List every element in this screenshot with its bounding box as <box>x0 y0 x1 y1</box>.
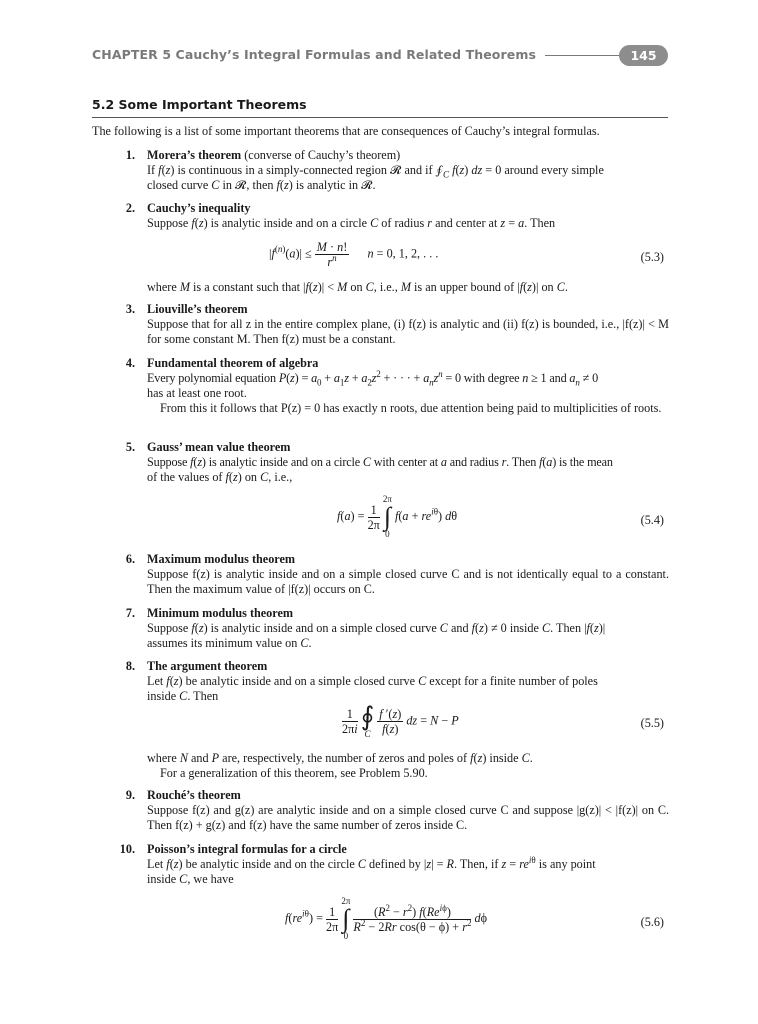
theorem-title: Fundamental theorem of algebra <box>147 356 319 370</box>
theorem-subtitle: (converse of Cauchy’s theorem) <box>244 148 401 162</box>
theorem-text: Suppose f(z) is analytic inside and on a simple closed curve C and f(z) ≠ 0 inside C. Then |f(z)| <box>147 621 606 635</box>
item-number: 2. <box>125 201 135 215</box>
theorem-title: Liouville’s theorem <box>147 302 248 316</box>
theorem-title: Morera’s theorem <box>147 148 242 162</box>
theorem-text: where N and P are, respectively, the number of zeros and poles of f(z) inside C. <box>147 751 533 765</box>
theorem-text: For a generalization of this theorem, see Problem 5.90. <box>160 766 428 780</box>
item-number: 4. <box>125 356 135 370</box>
theorem-text: Suppose f(z) is analytic inside and on a simple closed curve C and is not identically equal to a constant. Then the maximum value of |f(z)| occurs on C. <box>147 567 669 596</box>
theorem-text: of the values of f(z) on C, i.e., <box>147 470 293 484</box>
theorem-title: Maximum modulus theorem <box>147 552 296 566</box>
theorem-text: Suppose f(z) is analytic inside and on a circle C of radius r and center at z = a. Then <box>147 216 556 230</box>
chapter-title: CHAPTER 5 Cauchy’s Integral Formulas and Related Theorems <box>92 47 536 62</box>
item-number: 7. <box>125 606 135 620</box>
item-number: 8. <box>125 659 135 673</box>
theorem-title: Rouché’s theorem <box>147 788 241 802</box>
theorem-title: Minimum modulus theorem <box>147 606 294 620</box>
equation-number: (5.4) <box>640 513 664 527</box>
theorem-text: Suppose f(z) and g(z) are analytic inside and on a simple closed curve C and suppose |g(z)| < |f(z)| on C. Then f(z) + g(z) and f(z) have the same number of zeros inside C. <box>147 803 669 832</box>
equation-number: (5.6) <box>640 915 664 929</box>
theorem-title: Cauchy’s inequality <box>147 201 251 215</box>
theorem-text: assumes its minimum value on C. <box>147 636 312 650</box>
item-number: 1. <box>125 148 135 162</box>
equation-number: (5.3) <box>640 250 664 264</box>
theorem-text: From this it follows that P(z) = 0 has exactly n roots, due attention being paid to multiplicities of roots. <box>160 401 662 415</box>
section-heading: 5.2 Some Important Theorems <box>92 97 668 118</box>
theorem-text: inside C, we have <box>147 872 234 886</box>
item-number: 5. <box>125 440 135 454</box>
theorem-text: inside C. Then <box>147 689 219 703</box>
running-header <box>92 45 668 67</box>
theorem-text: has at least one root. <box>147 386 247 400</box>
theorem-text: Let f(z) be analytic inside and on the circle C defined by |z| = R. Then, if $z = re^{i\theta}$ is any point <box>147 854 596 871</box>
item-number: 3. <box>125 302 135 316</box>
theorem-text: Suppose f(z) is analytic inside and on a circle C with center at a and radius r. Then f(a) is the mean <box>147 455 613 469</box>
header-rule <box>545 55 625 56</box>
equation-number: (5.5) <box>640 716 664 730</box>
theorem-title: Poisson’s integral formulas for a circle <box>147 842 347 856</box>
theorem-text: Let f(z) be analytic inside and on a simple closed curve C except for a finite number of poles <box>147 674 598 688</box>
item-number: 10. <box>119 842 135 856</box>
item-number: 6. <box>125 552 135 566</box>
theorem-text: Every polynomial equation $P(z) = a_0 + a_1z + a_2z^2$ + · · · + $a_nz^n = 0$ with degree n ≥ 1 and $a_n \ne 0$ <box>147 368 599 388</box>
theorem-text: Suppose that for all z in the entire complex plane, (i) f(z) is analytic and (ii) f(z) is bounded, i.e., |f(z)| < M for some constant M. Then f(z) must be a constant. <box>147 317 669 346</box>
theorem-text: If f(z) is continuous in a simply-connected region 𝓡 and if $∮_C$ f(z) dz = 0 around every simple <box>147 163 604 180</box>
page-number: 145 <box>619 45 668 66</box>
intro-paragraph: The following is a list of some important theorems that are consequences of Cauchy’s integral formulas. <box>92 124 600 138</box>
theorem-title: The argument theorem <box>147 659 268 673</box>
item-number: 9. <box>125 788 135 802</box>
theorem-text: where M is a constant such that |f(z)| < M on C, i.e., M is an upper bound of |f(z)| on C. <box>147 280 568 294</box>
theorem-title: Gauss’ mean value theorem <box>147 440 291 454</box>
theorem-text: closed curve C in 𝓡, then f(z) is analytic in 𝓡. <box>147 178 376 192</box>
